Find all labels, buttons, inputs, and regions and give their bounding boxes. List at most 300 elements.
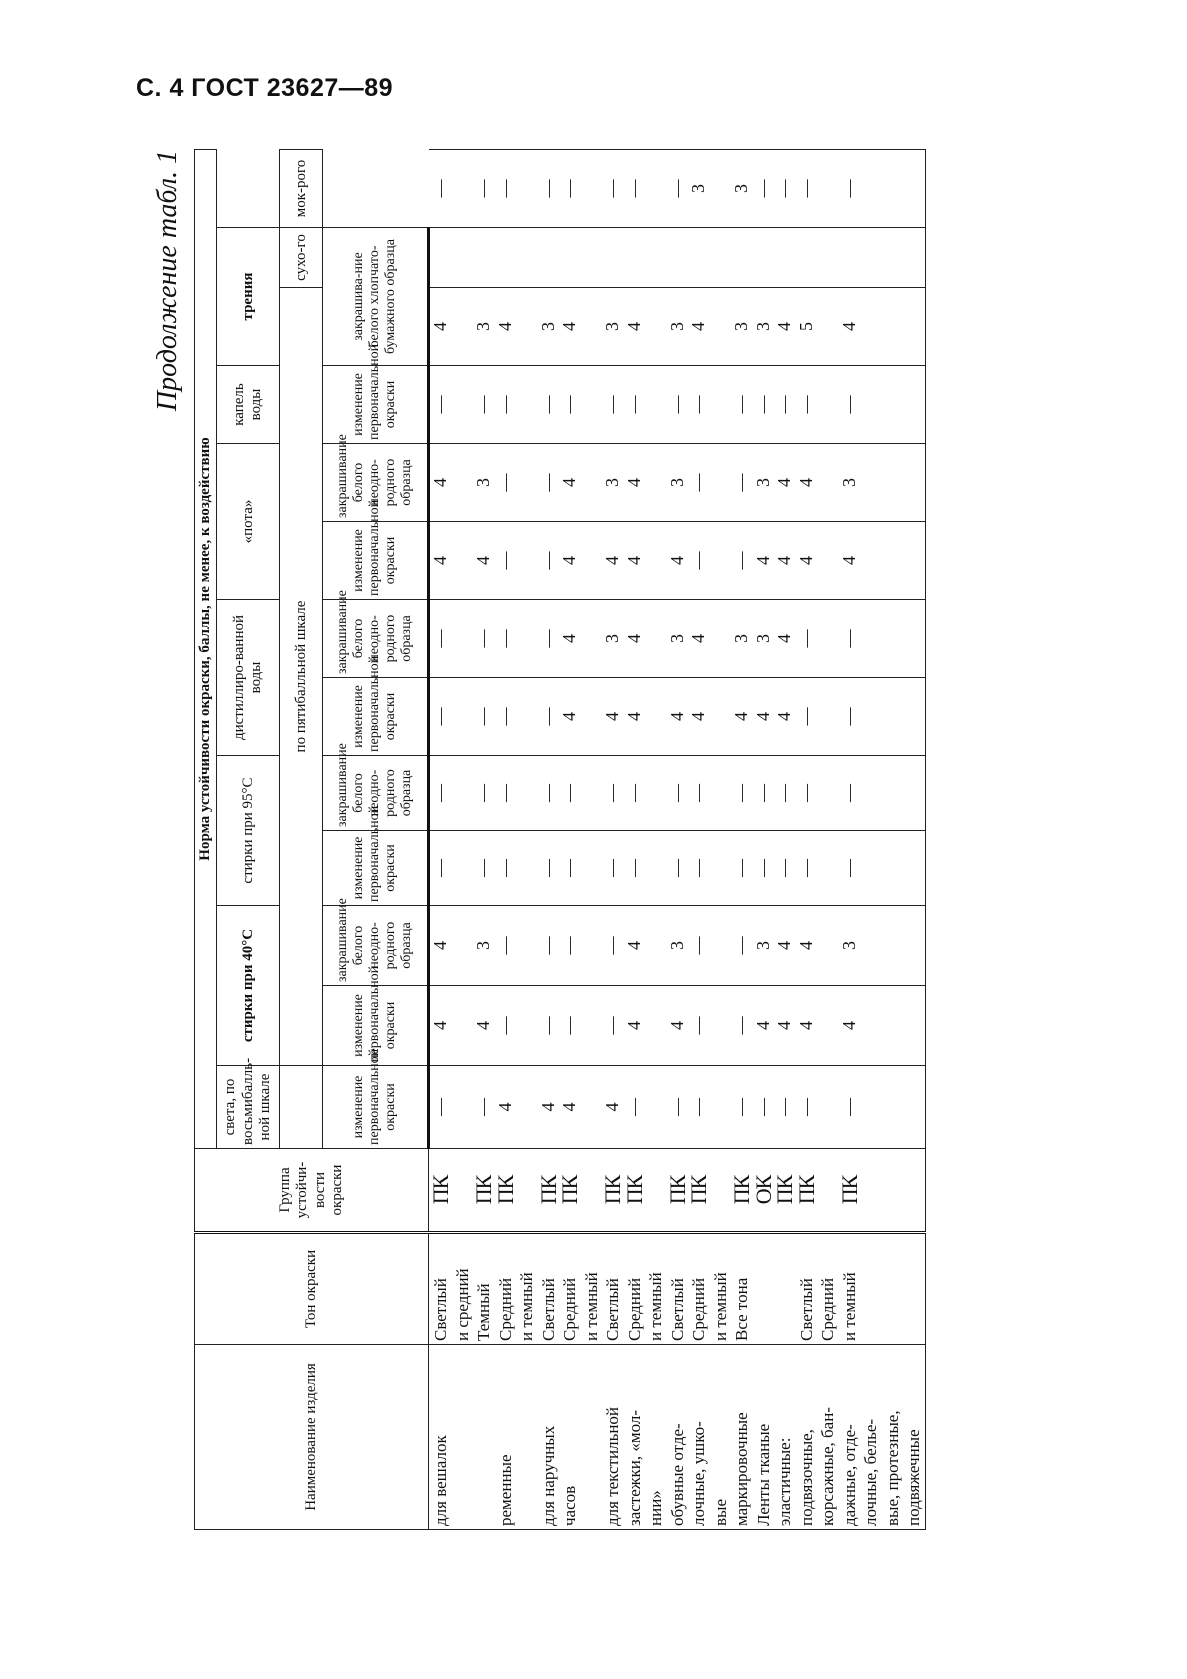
value-cell: — (429, 149, 452, 227)
group-cell (516, 1149, 538, 1233)
table-row (710, 149, 732, 1529)
product-name-cell: подвязочные, (796, 1345, 818, 1530)
value-cell: — (559, 366, 581, 444)
value-cell: — (495, 444, 517, 522)
value-cell: 4 (796, 444, 818, 522)
value-cell: 4 (624, 678, 646, 756)
value-cell: 4 (688, 678, 710, 756)
value-cell (516, 906, 538, 986)
value-cell: — (774, 756, 796, 831)
value-cell: — (774, 831, 796, 906)
value-cell: — (473, 600, 495, 678)
value-cell (710, 906, 732, 986)
value-cell: — (473, 149, 495, 227)
value-cell: 4 (796, 986, 818, 1066)
header-change: изменение первоначальной окраски (323, 366, 429, 444)
header-wash40: стирки при 40°С (217, 906, 280, 1066)
tone-cell: Средний (495, 1233, 517, 1345)
value-cell (903, 906, 925, 986)
value-cell: 4 (624, 444, 646, 522)
value-cell: — (688, 444, 710, 522)
value-cell (452, 906, 474, 986)
tone-cell: и темный (645, 1233, 667, 1345)
table-caption: Продолжение табл. 1 (152, 150, 183, 412)
value-cell: 4 (731, 678, 753, 756)
value-cell (581, 366, 603, 444)
table-row (602, 149, 624, 1529)
group-cell: ПК (429, 1149, 452, 1233)
value-cell: 4 (753, 986, 775, 1066)
table-row (429, 149, 452, 1529)
value-cell (817, 149, 839, 227)
value-cell: — (839, 600, 861, 678)
value-cell (710, 986, 732, 1066)
value-cell (645, 756, 667, 831)
group-cell (903, 1149, 925, 1233)
value-cell: — (559, 906, 581, 986)
value-cell (860, 444, 882, 522)
product-name-cell: ременные (495, 1345, 517, 1530)
value-cell (452, 444, 474, 522)
value-cell (645, 1066, 667, 1149)
value-cell (516, 444, 538, 522)
value-cell: — (602, 986, 624, 1066)
value-cell: 4 (602, 522, 624, 600)
header-scale5: по пятибалльной шкале (280, 288, 323, 1066)
value-cell: 3 (473, 444, 495, 522)
value-cell: 3 (602, 444, 624, 522)
value-cell (645, 831, 667, 906)
header-rubbing: трения (217, 228, 280, 366)
value-cell: — (538, 600, 560, 678)
value-cell: — (538, 522, 560, 600)
value-cell (581, 756, 603, 831)
value-cell: 4 (559, 600, 581, 678)
tone-cell: Темный (473, 1233, 495, 1345)
value-cell (452, 756, 474, 831)
value-cell (516, 288, 538, 366)
header-change: изменение первоначальной окраски (323, 1066, 429, 1149)
product-name-cell: для вешалок (429, 1345, 452, 1530)
value-cell: — (538, 986, 560, 1066)
header-wash95: стирки при 95°С (217, 756, 280, 906)
header-change: изменение первоначальной окраски (323, 986, 429, 1066)
value-cell: 4 (495, 288, 517, 366)
value-cell: 4 (774, 678, 796, 756)
value-cell (516, 1066, 538, 1149)
value-cell: 4 (559, 288, 581, 366)
header-product-name: Наименование изделия (195, 1345, 429, 1530)
value-cell (452, 1066, 474, 1149)
value-cell (516, 831, 538, 906)
value-cell: — (774, 149, 796, 227)
value-cell (903, 678, 925, 756)
value-cell: — (538, 149, 560, 227)
value-cell (710, 288, 732, 366)
value-cell: — (774, 1066, 796, 1149)
product-name-cell: дажные, отде- (839, 1345, 861, 1530)
value-cell: 4 (688, 288, 710, 366)
group-cell (452, 1149, 474, 1233)
tone-cell: и темный (581, 1233, 603, 1345)
value-cell: 4 (473, 986, 495, 1066)
value-cell: — (731, 986, 753, 1066)
tone-cell: и средний (452, 1233, 474, 1345)
value-cell: 5 (796, 288, 818, 366)
value-cell (667, 228, 689, 288)
value-cell (710, 831, 732, 906)
value-cell (817, 678, 839, 756)
value-cell: — (731, 444, 753, 522)
value-cell: — (753, 366, 775, 444)
value-cell (903, 228, 925, 288)
value-cell (645, 444, 667, 522)
table-row (624, 149, 646, 1529)
value-cell: 4 (624, 288, 646, 366)
value-cell (538, 228, 560, 288)
value-cell (710, 366, 732, 444)
value-cell: — (473, 366, 495, 444)
group-cell: ПК (559, 1149, 581, 1233)
value-cell: 4 (774, 522, 796, 600)
value-cell (710, 228, 732, 288)
tone-cell (753, 1233, 775, 1345)
group-cell (882, 1149, 904, 1233)
value-cell (882, 149, 904, 227)
value-cell (731, 228, 753, 288)
value-cell: 4 (839, 986, 861, 1066)
group-cell: ПК (774, 1149, 796, 1233)
value-cell (903, 600, 925, 678)
value-cell: — (667, 831, 689, 906)
value-cell: — (538, 678, 560, 756)
value-cell (860, 600, 882, 678)
value-cell: 3 (538, 288, 560, 366)
value-cell: — (774, 366, 796, 444)
value-cell (645, 600, 667, 678)
value-cell: — (559, 756, 581, 831)
value-cell (903, 149, 925, 227)
header-dry: сухо-го (280, 228, 323, 288)
value-cell: — (667, 366, 689, 444)
value-cell: 4 (429, 522, 452, 600)
value-cell (516, 600, 538, 678)
value-cell (882, 288, 904, 366)
value-cell (817, 366, 839, 444)
value-cell: — (538, 444, 560, 522)
value-cell (882, 1066, 904, 1149)
table-row (753, 149, 775, 1529)
group-cell: ПК (839, 1149, 861, 1233)
value-cell (645, 149, 667, 227)
value-cell: 4 (667, 522, 689, 600)
value-cell: 4 (624, 906, 646, 986)
value-cell: — (796, 831, 818, 906)
value-cell (602, 228, 624, 288)
value-cell (710, 756, 732, 831)
value-cell: — (688, 522, 710, 600)
value-cell (645, 228, 667, 288)
value-cell (710, 444, 732, 522)
value-cell (817, 444, 839, 522)
table-row (774, 149, 796, 1529)
value-cell (882, 366, 904, 444)
value-cell: 4 (538, 1066, 560, 1149)
value-cell: 3 (753, 906, 775, 986)
value-cell (581, 149, 603, 227)
product-name-cell: маркировочные (731, 1345, 753, 1530)
value-cell: 4 (624, 986, 646, 1066)
value-cell (817, 522, 839, 600)
value-cell: — (624, 831, 646, 906)
value-cell (882, 600, 904, 678)
group-cell: ПК (624, 1149, 646, 1233)
header-stain: закрашивание белого неодно-родного образца (323, 444, 429, 522)
value-cell: — (731, 522, 753, 600)
value-cell: — (731, 366, 753, 444)
value-cell: — (429, 366, 452, 444)
value-cell: — (495, 522, 517, 600)
tone-cell: Средний (688, 1233, 710, 1345)
product-name-cell: лочные, бельe- (860, 1345, 882, 1530)
table-row (882, 149, 904, 1529)
group-cell: ПК (796, 1149, 818, 1233)
value-cell: 4 (774, 600, 796, 678)
value-cell: — (602, 756, 624, 831)
value-cell (839, 228, 861, 288)
value-cell: 4 (774, 444, 796, 522)
header-distilled: дистиллиро-ванной воды (217, 600, 280, 756)
header-tone: Тон окраски (195, 1233, 429, 1345)
value-cell (860, 906, 882, 986)
value-cell: — (688, 906, 710, 986)
value-cell (860, 756, 882, 831)
product-name-cell (516, 1345, 538, 1530)
value-cell: 3 (753, 600, 775, 678)
value-cell: 4 (839, 288, 861, 366)
value-cell (882, 522, 904, 600)
value-cell (903, 831, 925, 906)
table-row (645, 149, 667, 1529)
value-cell (860, 986, 882, 1066)
value-cell: — (688, 366, 710, 444)
value-cell: 4 (559, 522, 581, 600)
table-row (667, 149, 689, 1529)
value-cell (903, 444, 925, 522)
header-norm: Норма устойчивости окраски, баллы, не менее, к воздействию (195, 149, 217, 1148)
value-cell: — (495, 678, 517, 756)
group-cell (817, 1149, 839, 1233)
value-cell: 4 (429, 288, 452, 366)
product-name-cell (581, 1345, 603, 1530)
value-cell: — (429, 1066, 452, 1149)
tone-cell: Светлый (429, 1233, 452, 1345)
fastness-table (194, 149, 926, 1530)
value-cell: — (624, 366, 646, 444)
value-cell: 4 (473, 522, 495, 600)
value-cell (903, 986, 925, 1066)
value-cell: 4 (429, 906, 452, 986)
value-cell (817, 986, 839, 1066)
value-cell: 4 (753, 522, 775, 600)
table-row (495, 149, 517, 1529)
value-cell (860, 288, 882, 366)
tone-cell: и темный (516, 1233, 538, 1345)
value-cell (516, 366, 538, 444)
value-cell: — (688, 756, 710, 831)
header-stain: закрашивание белого неодно-родного образца (323, 906, 429, 986)
value-cell (817, 831, 839, 906)
value-cell (817, 600, 839, 678)
value-cell: — (602, 831, 624, 906)
value-cell: — (753, 831, 775, 906)
header-group: Группа устойчи-вости окраски (195, 1149, 429, 1233)
value-cell (581, 678, 603, 756)
tone-cell: Светлый (667, 1233, 689, 1345)
value-cell: 3 (731, 600, 753, 678)
value-cell: 4 (495, 1066, 517, 1149)
value-cell: 3 (839, 444, 861, 522)
value-cell: — (839, 366, 861, 444)
value-cell: — (667, 1066, 689, 1149)
value-cell (473, 228, 495, 288)
group-cell: ПК (667, 1149, 689, 1233)
value-cell: — (753, 149, 775, 227)
value-cell: 4 (774, 906, 796, 986)
value-cell: — (538, 906, 560, 986)
value-cell (753, 228, 775, 288)
value-cell (645, 986, 667, 1066)
value-cell: — (538, 756, 560, 831)
value-cell: — (688, 1066, 710, 1149)
product-name-cell: часов (559, 1345, 581, 1530)
rotated-table-area (152, 150, 1118, 1530)
header-change: изменение первоначальной окраски (323, 831, 429, 906)
value-cell: 3 (473, 906, 495, 986)
value-cell: 3 (753, 288, 775, 366)
value-cell (817, 906, 839, 986)
value-cell (581, 831, 603, 906)
tone-cell (860, 1233, 882, 1345)
table-row (473, 149, 495, 1529)
value-cell: — (429, 831, 452, 906)
table-row (581, 149, 603, 1529)
value-cell: — (429, 600, 452, 678)
header-wet: мок-рого (280, 149, 323, 227)
value-cell (903, 1066, 925, 1149)
value-cell: — (602, 149, 624, 227)
value-cell (710, 1066, 732, 1149)
value-cell: 4 (624, 600, 646, 678)
product-name-cell: застежки, «мол- (624, 1345, 646, 1530)
value-cell: 4 (667, 986, 689, 1066)
product-name-cell: вые (710, 1345, 732, 1530)
tone-cell: Средний (624, 1233, 646, 1345)
value-cell: 4 (429, 444, 452, 522)
group-cell: ПК (688, 1149, 710, 1233)
table-row (903, 149, 925, 1529)
value-cell: — (731, 906, 753, 986)
value-cell: — (731, 1066, 753, 1149)
value-cell: — (602, 366, 624, 444)
tone-cell (774, 1233, 796, 1345)
value-cell: 3 (667, 600, 689, 678)
value-cell (710, 522, 732, 600)
value-cell (860, 522, 882, 600)
value-cell: — (667, 149, 689, 227)
header-sweat: «пота» (217, 444, 280, 600)
value-cell: 4 (753, 678, 775, 756)
value-cell (817, 288, 839, 366)
value-cell: — (559, 149, 581, 227)
tone-cell: Средний (559, 1233, 581, 1345)
value-cell (516, 522, 538, 600)
value-cell (581, 522, 603, 600)
group-cell: ПК (602, 1149, 624, 1233)
value-cell (624, 228, 646, 288)
group-cell (581, 1149, 603, 1233)
value-cell (581, 444, 603, 522)
value-cell: — (538, 831, 560, 906)
value-cell (882, 444, 904, 522)
value-cell: 4 (429, 986, 452, 1066)
group-cell (860, 1149, 882, 1233)
value-cell (882, 831, 904, 906)
value-cell: 4 (559, 1066, 581, 1149)
value-cell (645, 522, 667, 600)
tone-cell: Светлый (796, 1233, 818, 1345)
value-cell (817, 1066, 839, 1149)
value-cell (710, 600, 732, 678)
value-cell (645, 366, 667, 444)
value-cell: — (796, 149, 818, 227)
value-cell: — (667, 756, 689, 831)
value-cell (581, 600, 603, 678)
group-cell: ПК (538, 1149, 560, 1233)
value-cell: — (473, 756, 495, 831)
value-cell: 3 (667, 906, 689, 986)
value-cell (452, 831, 474, 906)
value-cell (516, 986, 538, 1066)
header-stain: закрашивание белого неодно-родного образца (323, 756, 429, 831)
value-cell: 3 (667, 288, 689, 366)
value-cell: — (688, 831, 710, 906)
value-cell: 3 (731, 288, 753, 366)
value-cell: — (495, 756, 517, 831)
value-cell: — (495, 600, 517, 678)
header-light-blank (280, 1066, 323, 1149)
value-cell (495, 228, 517, 288)
value-cell (581, 288, 603, 366)
table-row (452, 149, 474, 1529)
value-cell (581, 906, 603, 986)
value-cell: 4 (796, 522, 818, 600)
header-stain: закрашивание белого неодно-родного образца (323, 600, 429, 678)
value-cell: — (731, 831, 753, 906)
value-cell: — (839, 149, 861, 227)
value-cell: 4 (796, 906, 818, 986)
value-cell (817, 228, 839, 288)
value-cell: 3 (602, 600, 624, 678)
product-name-cell: обувные отде- (667, 1345, 689, 1530)
value-cell (882, 986, 904, 1066)
table-row (860, 149, 882, 1529)
value-cell: 3 (731, 149, 753, 227)
value-cell: — (559, 831, 581, 906)
value-cell (516, 678, 538, 756)
value-cell (860, 366, 882, 444)
table-body (429, 149, 926, 1529)
